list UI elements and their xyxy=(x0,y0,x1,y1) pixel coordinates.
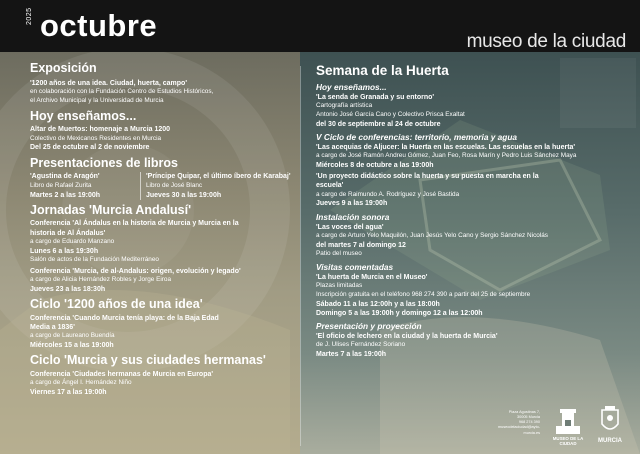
sonora-name: 'Las voces del agua' xyxy=(316,223,384,231)
ciclo1200-line-2: Media a 1836' xyxy=(30,324,75,332)
right-hoy-kind: Cartografía artística xyxy=(316,102,373,110)
sonora-place: Patio del museo xyxy=(316,249,362,257)
proyeccion-heading: Presentación y proyección xyxy=(316,321,422,332)
address-line-3: 968 274 390 xyxy=(518,420,540,425)
book-list xyxy=(30,172,292,199)
year-label: 2025 xyxy=(26,7,33,25)
exposicion-collab-1: en colaboración con la Fundación Centro de Estudios Históricos, xyxy=(30,87,214,95)
ciclo-c2-line-1: 'Un proyecto didáctico sobre la huerta y su puesta en marcha en la xyxy=(316,173,539,181)
ciclo-c1-by: a cargo de José Ramón Andreu Gómez, Juan Feo, Rosa Marín y Pedro Luis Sánchez Maya xyxy=(316,152,577,160)
ciclo-c2-date: Jueves 9 a las 19:00h xyxy=(316,200,388,208)
right-hoy-name: 'La senda de Granada y su entorno' xyxy=(316,93,435,101)
visitas-date-2: Domingo 5 a las 19:00h y domingo 12 a las 12:00h xyxy=(316,309,483,317)
hermanas-date: Viernes 17 a las 19:00h xyxy=(30,389,107,397)
right-column xyxy=(316,64,634,359)
ciclo1200-heading: Ciclo '1200 años de una idea' xyxy=(30,297,203,312)
right-hoy-heading: Hoy enseñamos... xyxy=(316,81,387,92)
exposicion-name: '1200 años de una idea. Ciudad, huerta, campo' xyxy=(30,79,187,87)
book-item-1 xyxy=(30,172,134,199)
proyeccion-name: 'El oficio de lechero en la ciudad y la huerta de Murcia' xyxy=(316,333,498,341)
ciclo-c2-line-2: escuela' xyxy=(316,182,344,190)
libros-heading: Presentaciones de libros xyxy=(30,155,178,170)
hermanas-by: a cargo de Ángel I. Hernández Niño xyxy=(30,379,132,387)
exposicion-collab-2: el Archivo Municipal y la Universidad de Murcia xyxy=(30,96,164,104)
proyeccion-date: Martes 7 a las 19:00h xyxy=(316,351,387,359)
proyeccion-by: de J. Ulises Fernández Soriano xyxy=(316,341,406,349)
museum-tower-logo xyxy=(548,406,588,450)
address-line-2: 30005 Murcia xyxy=(516,415,540,420)
right-hoy-by: Antonio José García Cano y Colectivo Prisca Exaltat xyxy=(316,110,465,118)
jornadas-c2-title: Conferencia 'Murcia, de al-Andalus: origen, evolución y legado' xyxy=(30,267,241,275)
sonora-dates: del martes 7 al domingo 12 xyxy=(316,241,406,249)
logo-2-text: MURCIA xyxy=(598,438,622,444)
logo-1-text: MUSEO DE LA CIUDAD xyxy=(552,436,584,446)
visitas-name: 'La huerta de Murcia en el Museo' xyxy=(316,273,428,281)
book-2-title: 'Príncipe Quipar, el último íbero de Karabaj' xyxy=(146,173,291,181)
ciclo1200-by: a cargo de Laureano Buendía xyxy=(30,332,115,340)
ciclo1200-date: Miércoles 15 a las 19:00h xyxy=(30,342,114,350)
city-crest-logo xyxy=(590,406,630,450)
museum-address xyxy=(484,410,540,436)
ciclo-c1-title: 'Las acequias de Aljucer: la Huerta en las escuelas. Las escuelas en la huerta' xyxy=(316,143,576,151)
address-line-1: Plaza Agustinas 7, xyxy=(508,410,540,414)
ciclo-c1-date: Miércoles 8 de octubre a las 19:00h xyxy=(316,161,434,169)
jornadas-c1-by: a cargo de Eduardo Manzano xyxy=(30,237,115,245)
hoy-dates: Del 25 de octubre al 2 de noviembre xyxy=(30,144,150,152)
hoy-by: Colectivo de Mexicanos Residentes en Murcia xyxy=(30,134,162,142)
jornadas-c1-date: Lunes 6 a las 19:30h xyxy=(30,247,99,255)
hoy-heading: Hoy enseñamos... xyxy=(30,108,137,123)
crest-icon xyxy=(590,406,630,436)
hoy-name: Altar de Muertos: homenaje a Murcia 1200 xyxy=(30,126,171,134)
jornadas-c1-line-1: Conferencia 'Al Ándalus en la historia de Murcia y Murcia en la xyxy=(30,220,239,228)
visitas-info: Inscripción gratuita en el teléfono 968 274 390 a partir del 25 de septiembre xyxy=(316,290,531,298)
ciclo1200-line-1: Conferencia 'Cuando Murcia tenía playa: de la Baja Edad xyxy=(30,314,219,322)
sonora-by: a cargo de Arturo Yelo Maquilón, Juan Jesús Yelo Cano y Sergio Sánchez Nicolás xyxy=(316,231,548,239)
jornadas-c1-place: Salón de actos de la Fundación Mediterráneo xyxy=(30,256,159,264)
jornadas-c2-date: Jueves 23 a las 18:30h xyxy=(30,285,106,293)
book-1-title: 'Agustina de Aragón' xyxy=(30,173,100,181)
visitas-date-1: Sábado 11 a las 12:00h y a las 18:00h xyxy=(316,300,440,308)
jornadas-c1-line-2: historia de Al Ándalus' xyxy=(30,229,106,237)
book-item-2 xyxy=(140,172,291,199)
book-2-author: Libro de José Blanc xyxy=(146,181,203,189)
address-line-4: museodelaciudad@ayto-murcia.es xyxy=(497,425,540,435)
footer-logos xyxy=(484,406,634,450)
hermanas-name: Conferencia 'Ciudades hermanas de Murcia en Europa' xyxy=(30,371,214,379)
right-hoy-dates: del 30 de septiembre al 24 de octubre xyxy=(316,120,441,128)
museum-logo-text: museo de la ciudad xyxy=(466,31,626,52)
visitas-limit: Plazas limitadas xyxy=(316,281,363,289)
book-1-author: Libro de Rafael Zurita xyxy=(30,181,92,189)
sonora-heading: Instalación sonora xyxy=(316,211,390,222)
jornadas-c2-by: a cargo de Alicia Hernández Robles y Jorge Eiroa xyxy=(30,276,172,284)
jornadas-heading: Jornadas 'Murcia Andalusí' xyxy=(30,202,192,217)
ciclo-heading: V Ciclo de conferencias: territorio, memoria y agua xyxy=(316,131,518,142)
month-title: octubre xyxy=(40,8,158,43)
ciclo-c2-by: a cargo de Raimundo A. Rodríguez y José Bastida xyxy=(316,190,460,198)
hermanas-heading: Ciclo 'Murcia y sus ciudades hermanas' xyxy=(30,353,266,368)
exposicion-heading: Exposición xyxy=(30,61,97,75)
semana-heading: Semana de la Huerta xyxy=(316,63,449,78)
column-divider xyxy=(300,66,301,446)
book-1-date: Martes 2 a las 19:00h xyxy=(30,191,101,199)
visitas-heading: Visitas comentadas xyxy=(316,261,394,272)
tower-icon xyxy=(548,406,588,436)
book-2-date: Jueves 30 a las 19:00h xyxy=(146,191,222,199)
left-column xyxy=(30,62,292,397)
